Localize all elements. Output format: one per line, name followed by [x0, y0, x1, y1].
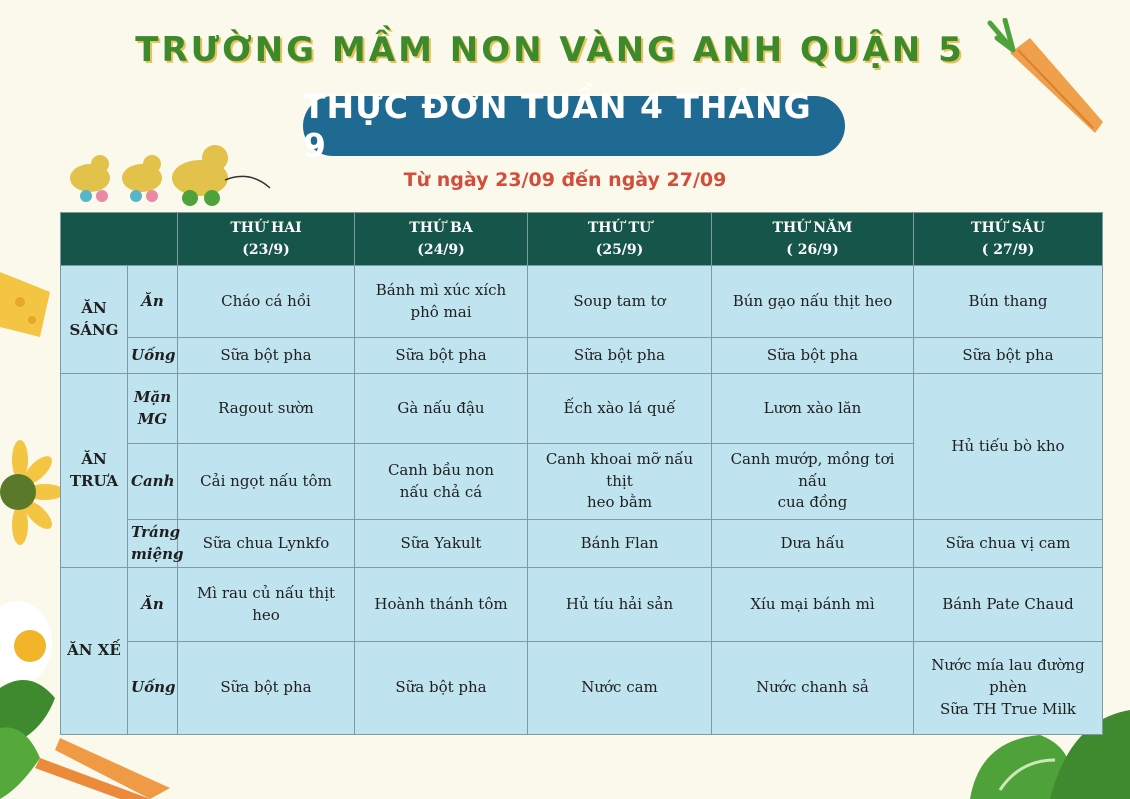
- sub-label-dessert: Tráng miệng: [128, 520, 178, 568]
- menu-cell: Sữa chua Lynkfo: [178, 520, 355, 568]
- menu-cell: Canh mướp, mồng tơi nấu cua đồng: [712, 444, 914, 520]
- cheese-icon: [0, 262, 55, 342]
- menu-cell: Soup tam tơ: [528, 266, 712, 338]
- menu-cell: Sữa bột pha: [528, 338, 712, 374]
- table-row: [61, 266, 1103, 338]
- day-header: THỨ NĂM ( 26/9): [712, 213, 914, 266]
- sub-label-drink: Uống: [128, 642, 178, 735]
- school-name: TRƯỜNG MẦM NON VÀNG ANH QUẬN 5: [135, 30, 965, 70]
- menu-cell: Ragout sườn: [178, 374, 355, 444]
- table-row: [61, 568, 1103, 642]
- menu-cell: Nước mía lau đường phèn Sữa TH True Milk: [914, 642, 1103, 735]
- menu-cell: Sữa Yakult: [355, 520, 528, 568]
- header-corner: [61, 213, 178, 266]
- table-row: [61, 520, 1103, 568]
- menu-cell: Sữa bột pha: [355, 642, 528, 735]
- menu-cell: Xíu mại bánh mì: [712, 568, 914, 642]
- menu-cell: Sữa bột pha: [178, 642, 355, 735]
- date-range: Từ ngày 23/09 đến ngày 27/09: [403, 169, 727, 191]
- menu-cell: Hủ tíu hải sản: [528, 568, 712, 642]
- menu-cell: Sữa chua vị cam: [914, 520, 1103, 568]
- sub-label-eat: Ăn: [128, 266, 178, 338]
- menu-cell: Bún thang: [914, 266, 1103, 338]
- menu-title: THỰC ĐƠN TUẦN 4 THÁNG 9: [303, 87, 812, 165]
- meal-label-breakfast: ĂN SÁNG: [61, 266, 128, 374]
- menu-cell: Hoành thánh tôm: [355, 568, 528, 642]
- table-row: [61, 642, 1103, 735]
- menu-cell: Hủ tiếu bò kho: [914, 374, 1103, 520]
- day-header: THỨ TƯ (25/9): [528, 213, 712, 266]
- menu-cell: Canh khoai mỡ nấu thịt heo bằm: [528, 444, 712, 520]
- sub-label-eat: Ăn: [128, 568, 178, 642]
- menu-cell: Nước chanh sả: [712, 642, 914, 735]
- table-row: [61, 338, 1103, 374]
- menu-cell: Bánh mì xúc xích phô mai: [355, 266, 528, 338]
- menu-cell: Sữa bột pha: [914, 338, 1103, 374]
- menu-cell: Lươn xào lăn: [712, 374, 914, 444]
- day-header: THỨ BA (24/9): [355, 213, 528, 266]
- sub-label-drink: Uống: [128, 338, 178, 374]
- menu-cell: Sữa bột pha: [178, 338, 355, 374]
- menu-cell: Gà nấu đậu: [355, 374, 528, 444]
- menu-cell: Sữa bột pha: [355, 338, 528, 374]
- menu-cell: Nước cam: [528, 642, 712, 735]
- flower-icon: [0, 440, 60, 545]
- menu-cell: Bánh Pate Chaud: [914, 568, 1103, 642]
- menu-title-banner: [303, 87, 845, 165]
- day-header: THỨ SÁU ( 27/9): [914, 213, 1103, 266]
- menu-cell: Sữa bột pha: [712, 338, 914, 374]
- sub-label-main: Mặn MG: [128, 374, 178, 444]
- meal-label-lunch: ĂN TRƯA: [61, 374, 128, 568]
- menu-cell: Cháo cá hồi: [178, 266, 355, 338]
- menu-cell: Bún gạo nấu thịt heo: [712, 266, 914, 338]
- table-header-row: [61, 213, 1103, 266]
- menu-cell: Ếch xào lá quế: [528, 374, 712, 444]
- menu-cell: Canh bầu non nấu chả cá: [355, 444, 528, 520]
- sub-label-soup: Canh: [128, 444, 178, 520]
- day-header: THỨ HAI (23/9): [178, 213, 355, 266]
- table-row: [61, 374, 1103, 444]
- menu-cell: Dưa hấu: [712, 520, 914, 568]
- menu-cell: Cải ngọt nấu tôm: [178, 444, 355, 520]
- weekly-menu-table: [60, 212, 1103, 735]
- meal-label-snack: ĂN XẾ: [61, 568, 128, 735]
- menu-cell: Bánh Flan: [528, 520, 712, 568]
- menu-cell: Mì rau củ nấu thịt heo: [178, 568, 355, 642]
